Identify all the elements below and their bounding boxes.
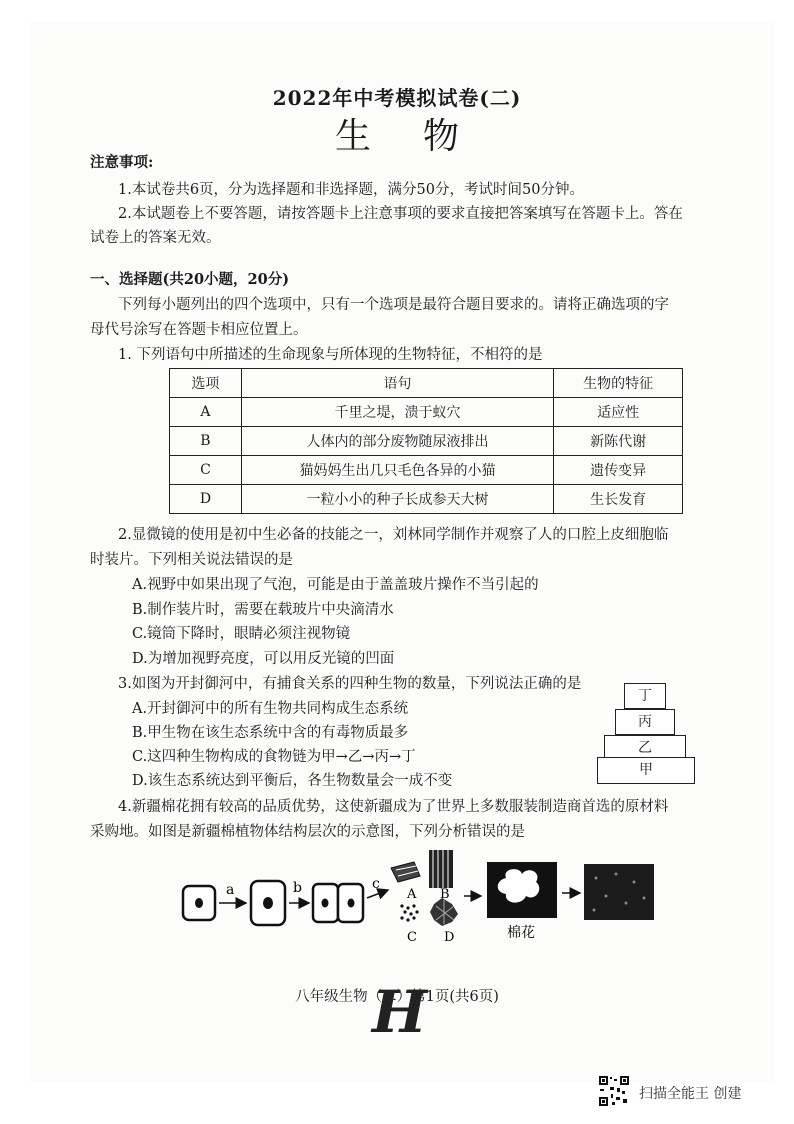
qr-code-icon [598, 1075, 630, 1107]
q3-option-c: C.这四种生物构成的食物链为甲→乙→丙→丁 [132, 749, 416, 765]
table-row [170, 485, 683, 514]
arrow-label-b: b [293, 880, 302, 896]
subject-char-1: 生 [334, 116, 371, 157]
q3-option-a: A.开封御河中的所有生物共同构成生态系统 [132, 701, 409, 717]
table-cell: 一粒小小的种子长成参天大树 [241, 485, 553, 514]
q2-option-d: D.为增加视野亮度，可以用反光镜的凹面 [132, 651, 395, 667]
table-row [170, 456, 683, 485]
table-row [170, 427, 683, 456]
table-header-row [170, 369, 683, 398]
table-header: 生物的特征 [554, 369, 683, 398]
q3-option-d: D.该生态系统达到平衡后，各生物数量会一成不变 [132, 773, 453, 789]
cell-1-icon [183, 886, 215, 920]
cell-division-icon [313, 884, 363, 922]
q2-option-a: A.视野中如果出现了气泡，可能是由于盖盖玻片操作不当引起的 [132, 577, 539, 593]
q4-stem-line2: 采购地。如图是新疆棉植物体结构层次的示意图，下列分析错误的是 [90, 824, 525, 840]
tissue-label-a: A [407, 887, 417, 902]
table-cell: A [170, 398, 242, 427]
q3-stem: 3.如图为开封御河中，有捕食关系的四种生物的数量，下列说法正确的是 [118, 676, 582, 692]
pyramid-level-bing: 丙 [615, 709, 675, 735]
notice-item-1: 1.本试卷共6页，分为选择题和非选择题，满分50分，考试时间50分钟。 [118, 182, 584, 198]
section-intro-line2: 母代号涂写在答题卡相应位置上。 [90, 322, 308, 338]
table-header: 选项 [170, 369, 242, 398]
tissue-label-d: D [444, 930, 455, 945]
pyramid-level-ding: 丁 [624, 683, 666, 709]
q2-stem-line2: 时装片。下列相关说法错误的是 [90, 552, 293, 568]
plant-hierarchy-diagram [176, 848, 656, 948]
table-cell: 人体内的部分废物随尿液排出 [241, 427, 553, 456]
pyramid-level-jia: 甲 [597, 757, 695, 784]
tissue-d-icon [430, 898, 458, 926]
arrow-label-a: a [226, 882, 235, 898]
page-footer: 八年级生物（二）第1页(共6页) [295, 989, 499, 1005]
table-cell: C [170, 456, 242, 485]
q2-option-c: C.镜筒下降时，眼睛必须注视物镜 [132, 626, 351, 642]
table-cell: 猫妈妈生出几只毛色各异的小猫 [241, 456, 553, 485]
table-cell: 适应性 [554, 398, 683, 427]
scanner-credit: 扫描全能王 创建 [639, 1086, 742, 1102]
notice-item-2-line2: 试卷上的答案无效。 [90, 230, 221, 246]
table-cell: 遗传变异 [554, 456, 683, 485]
organ-label: 棉花 [507, 925, 535, 941]
tissue-a-icon [391, 862, 420, 882]
table-cell: D [170, 485, 242, 514]
cell-2-icon [251, 881, 285, 925]
arrow-label-c: c [372, 876, 380, 892]
table-row [170, 398, 683, 427]
exam-title: 2022年中考模拟试卷(二) [272, 86, 522, 110]
cotton-plant-icon [584, 864, 654, 920]
section-intro-line1: 下列每小题列出的四个选项中，只有一个选项是最符合题目要求的。请将正确选项的字 [118, 297, 669, 313]
q2-stem-line1: 2.显微镜的使用是初中生必备的技能之一，刘林同学制作并观察了人的口腔上皮细胞临 [118, 527, 669, 543]
table-header: 语句 [241, 369, 553, 398]
tissue-c-icon [400, 904, 418, 921]
table-cell: 生长发育 [554, 485, 683, 514]
cotton-boll-icon [487, 862, 557, 918]
tissue-label-c: C [407, 930, 417, 945]
q2-option-b: B.制作装片时，需要在载玻片中央滴清水 [132, 602, 394, 618]
tissue-b-icon [429, 850, 453, 888]
pyramid-level-yi: 乙 [604, 735, 686, 761]
notice-heading: 注意事项: [90, 154, 154, 171]
q1-table [169, 368, 683, 514]
subject-char-2: 物 [423, 116, 460, 157]
table-cell: 新陈代谢 [554, 427, 683, 456]
table-cell: 千里之堤，溃于蚁穴 [241, 398, 553, 427]
q4-stem-line1: 4.新疆棉花拥有较高的品质优势，这使新疆成为了世界上多数服装制造商首选的原材料 [118, 799, 669, 815]
tissue-label-b: B [440, 887, 450, 902]
q3-option-b: B.甲生物在该生态系统中含的有毒物质最多 [132, 725, 409, 741]
section-heading: 一、选择题(共20小题，20分) [90, 271, 290, 288]
q1-stem: 1. 下列语句中所描述的生命现象与所体现的生物特征，不相符的是 [118, 347, 543, 363]
watermark-logo: H [372, 978, 427, 1046]
notice-item-2-line1: 2.本试题卷上不要答题，请按答题卡上注意事项的要求直接把答案填写在答题卡上。答在 [118, 206, 683, 222]
table-cell: B [170, 427, 242, 456]
